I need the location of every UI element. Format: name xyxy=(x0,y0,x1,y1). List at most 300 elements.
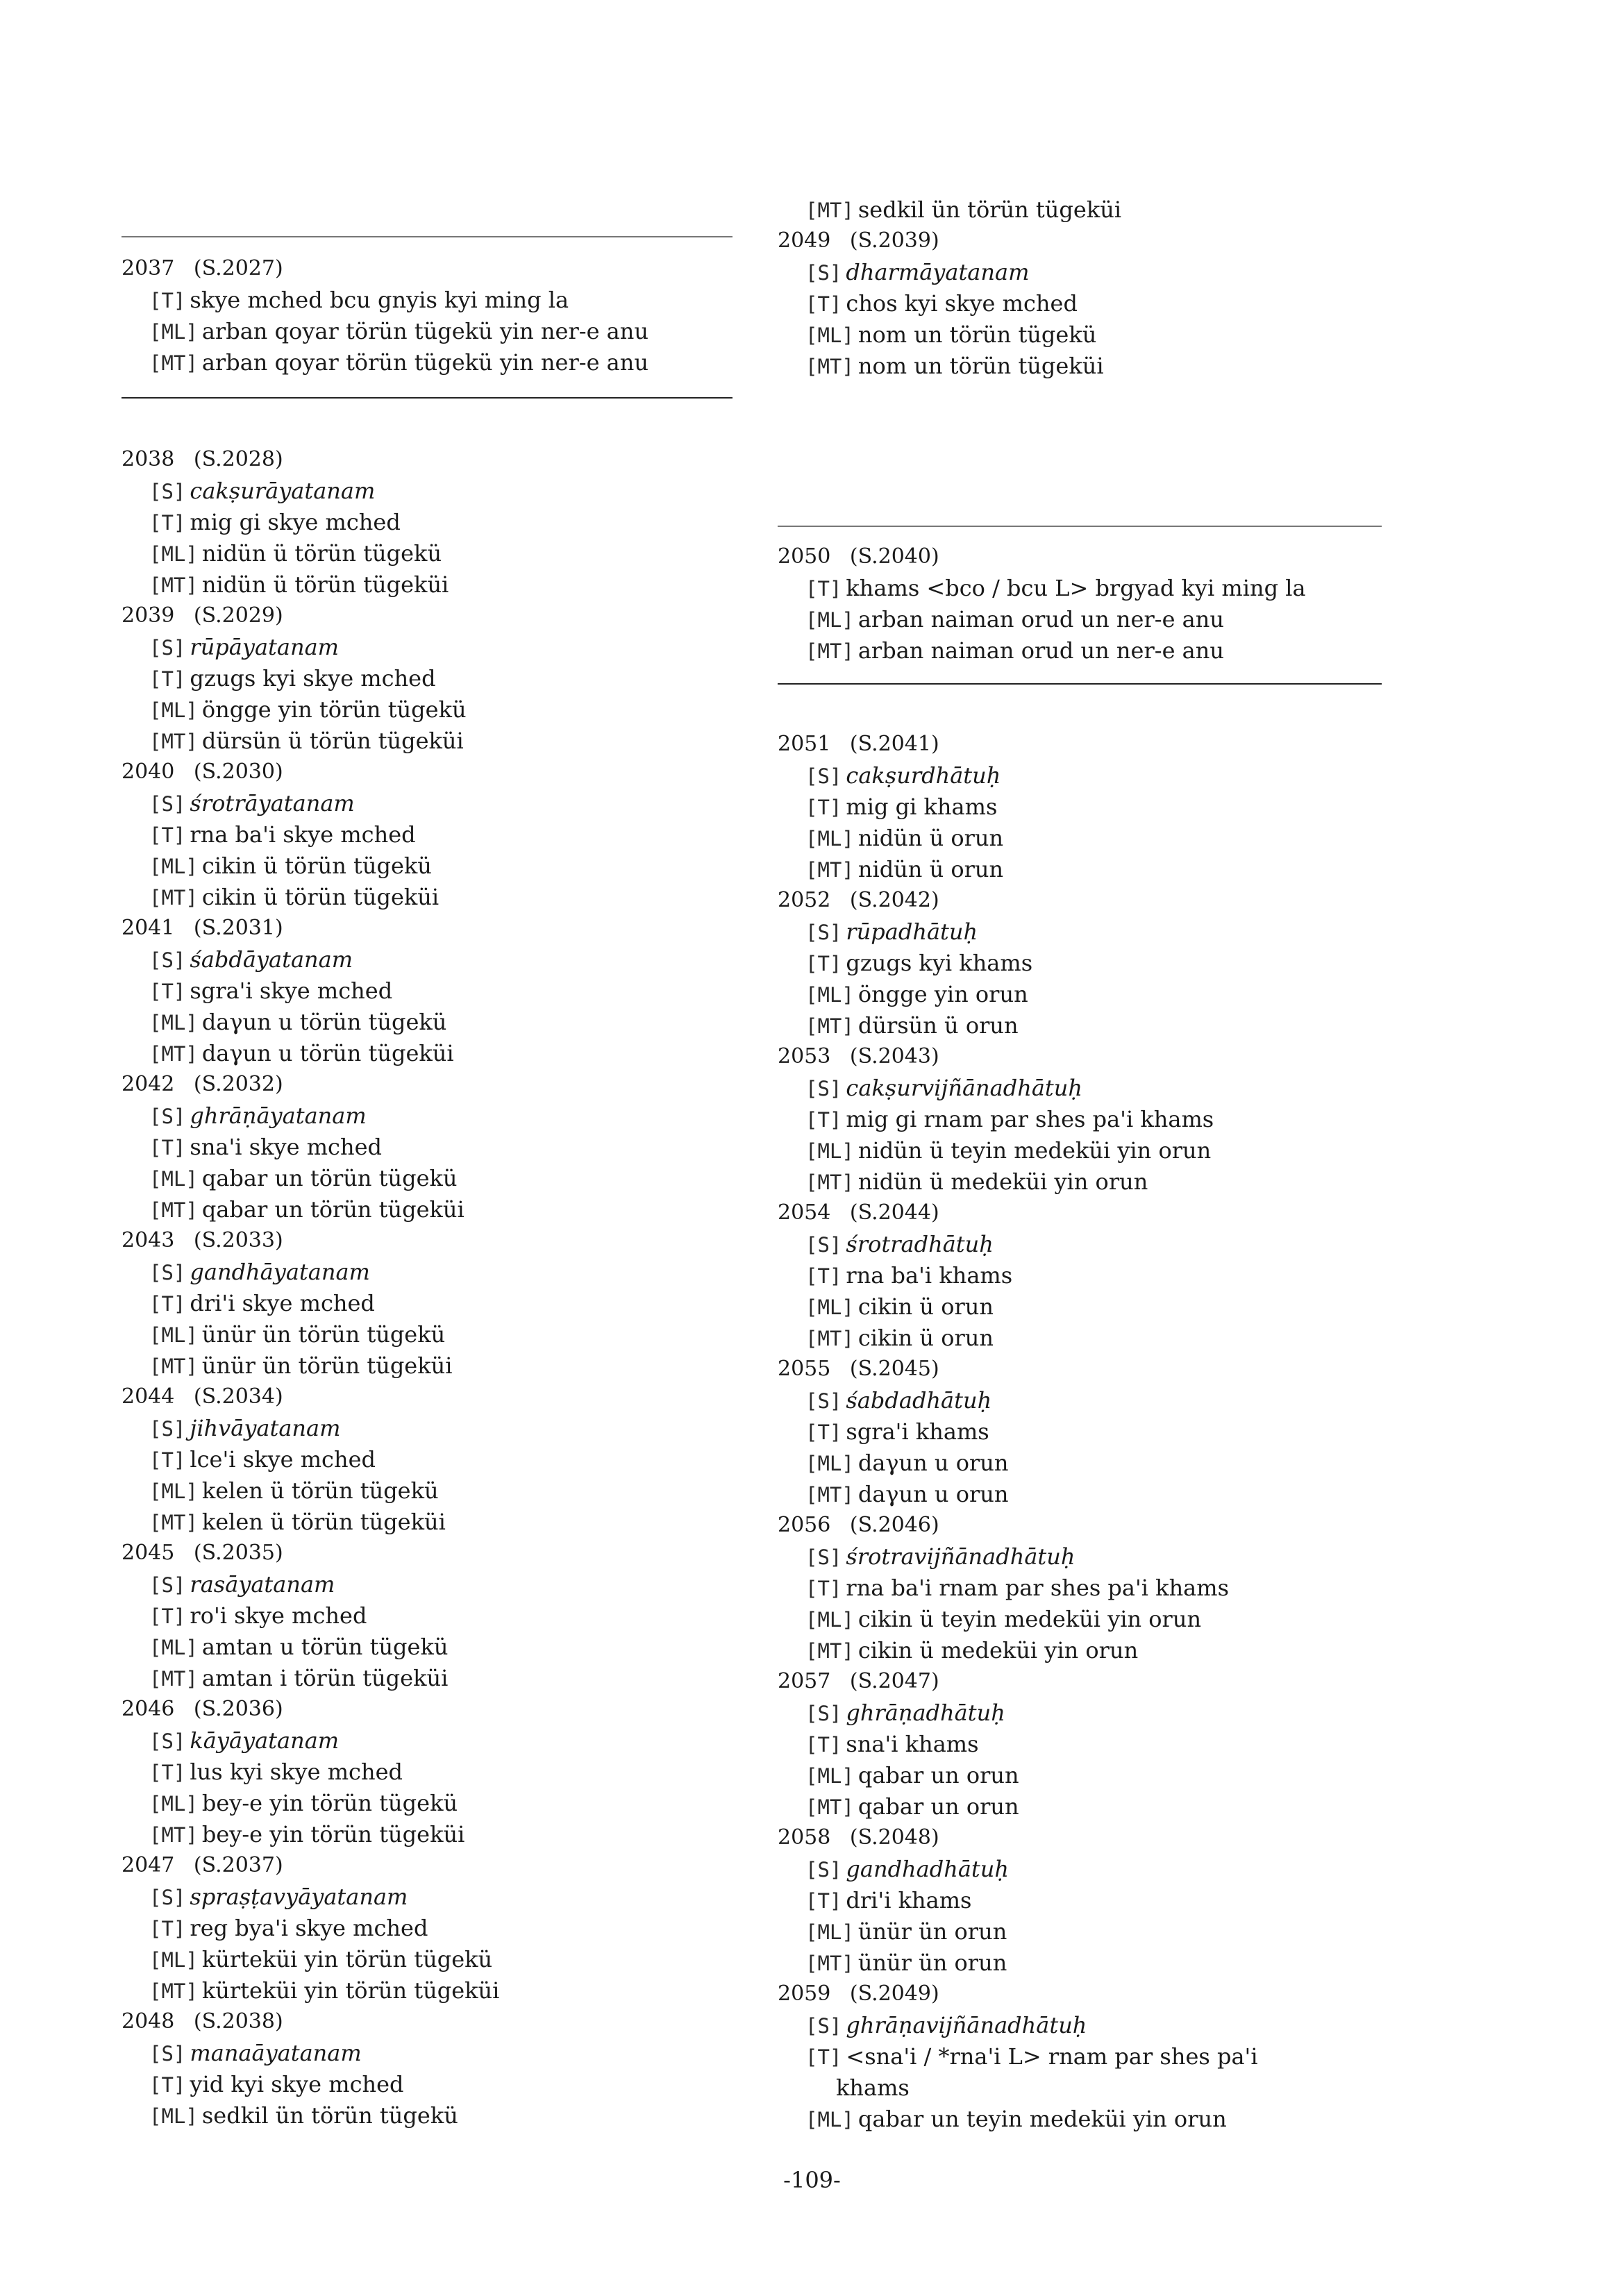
entry-line xyxy=(805,979,1028,1009)
field-tag: [S] xyxy=(149,2042,186,2065)
field-tag: [T] xyxy=(149,980,186,1003)
entry-line xyxy=(149,1444,376,1475)
entry-number xyxy=(122,757,283,787)
entry-id: 2041 xyxy=(122,916,175,940)
field-tag: [ML] xyxy=(149,855,198,878)
field-text: reg bya'i skye mched xyxy=(190,1915,428,1941)
field-text: nom un törün tügekü xyxy=(857,321,1097,348)
field-tag: [T] xyxy=(805,2045,842,2069)
field-text: arban qoyar törün tügekü yin ner-e anu xyxy=(201,349,648,376)
entry-id: 2049 xyxy=(778,228,831,253)
entry-line xyxy=(805,1323,994,1353)
field-tag: [S] xyxy=(805,1702,842,1725)
entry-id: 2045 xyxy=(122,1541,175,1565)
field-text: śabdadhātuḥ xyxy=(846,1387,992,1414)
field-tag: [S] xyxy=(805,2014,842,2038)
field-text: cikin ü orun xyxy=(857,1293,994,1320)
entry-line xyxy=(805,573,1306,603)
field-text: rūpāyatanam xyxy=(190,634,339,660)
field-text: kürteküi yin törün tügeküi xyxy=(201,1977,500,2004)
entry-id: 2050 xyxy=(778,544,831,569)
field-text: ünür ün orun xyxy=(857,1950,1007,1976)
field-text: nidün ü orun xyxy=(857,825,1004,851)
field-text: kürteküi yin törün tügekü xyxy=(201,1946,493,1972)
entry-line xyxy=(149,1569,335,1600)
entry-id: 2046 xyxy=(122,1697,175,1721)
page-number: -109- xyxy=(783,2167,841,2193)
entry-line xyxy=(149,1475,439,1506)
entry-line xyxy=(805,1854,1009,1884)
entry-line xyxy=(149,632,339,662)
field-tag: [MT] xyxy=(805,1952,854,1975)
field-tag: [MT] xyxy=(805,1483,854,1507)
field-tag: [T] xyxy=(805,952,842,975)
entry-line xyxy=(805,916,978,947)
field-text: gandhadhātuḥ xyxy=(846,1856,1009,1882)
entry-line xyxy=(805,1916,1007,1947)
field-tag: [T] xyxy=(805,1577,842,1600)
field-text: daγun u orun xyxy=(857,1481,1009,1507)
field-tag: [MT] xyxy=(149,730,198,753)
field-text: mig gi skye mched xyxy=(190,509,401,535)
field-tag: [S] xyxy=(149,948,186,972)
entry-line xyxy=(149,1257,370,1287)
field-tag: [S] xyxy=(149,1417,186,1441)
entry-line xyxy=(149,1413,340,1443)
field-text: qabar un orun xyxy=(857,1793,1019,1820)
field-text: rūpadhātuḥ xyxy=(846,919,978,945)
field-text: manaāyatanam xyxy=(190,2040,362,2066)
entry-line xyxy=(149,1194,464,1225)
source-reference: (S.2035) xyxy=(193,1541,283,1565)
field-tag: [MT] xyxy=(149,1042,198,1066)
entry-line xyxy=(149,694,467,725)
field-text: mig gi rnam par shes pa'i khams xyxy=(846,1106,1214,1132)
entry-id: 2040 xyxy=(122,760,175,784)
field-tag: [S] xyxy=(805,921,842,944)
entry-line xyxy=(149,788,355,819)
entry-line xyxy=(149,1944,492,1975)
field-text: cikin ü törün tügeküi xyxy=(201,884,440,910)
entry-line xyxy=(805,1698,1005,1728)
entry-line xyxy=(805,635,1224,666)
source-reference: (S.2049) xyxy=(849,1981,939,2006)
field-text: rna ba'i khams xyxy=(846,1262,1013,1289)
field-tag: [T] xyxy=(149,1136,186,1159)
entry-number xyxy=(778,1510,939,1541)
field-text: arban qoyar törün tügekü yin ner-e anu xyxy=(201,318,648,344)
entry-line xyxy=(805,823,1003,853)
field-text: gzugs kyi khams xyxy=(846,950,1033,976)
entry-line xyxy=(805,2041,1258,2072)
entry-line xyxy=(805,1791,1019,1822)
field-tag: [ML] xyxy=(805,1139,854,1163)
field-text: arban naiman orud un ner-e anu xyxy=(857,606,1224,632)
field-text: sna'i skye mched xyxy=(190,1134,382,1160)
field-tag: [ML] xyxy=(805,827,854,850)
field-tag: [T] xyxy=(805,796,842,819)
entry-line xyxy=(149,2100,458,2131)
field-tag: [ML] xyxy=(149,1011,198,1034)
field-tag: [ML] xyxy=(149,2104,198,2128)
field-text: ghrāṇāyatanam xyxy=(190,1103,367,1129)
field-text: ghrāṇadhātuḥ xyxy=(846,1700,1005,1726)
field-tag: [T] xyxy=(149,1292,186,1316)
field-tag: [ML] xyxy=(805,1296,854,1319)
entry-line xyxy=(805,1229,994,1259)
entry-line xyxy=(805,1479,1008,1509)
entry-id: 2048 xyxy=(122,2009,175,2034)
entry-line xyxy=(805,1073,1082,1103)
entry-line xyxy=(805,1416,989,1447)
entry-id: 2055 xyxy=(778,1357,831,1381)
field-text: khams <bco / bcu L> brgyad kyi ming la xyxy=(846,575,1306,601)
field-text: rna ba'i skye mched xyxy=(190,821,416,848)
field-text: rasāyatanam xyxy=(190,1571,335,1598)
field-text: cikin ü orun xyxy=(857,1325,994,1351)
field-text: qabar un orun xyxy=(857,1762,1019,1788)
field-text: sgra'i skye mched xyxy=(190,978,393,1004)
section-divider-top xyxy=(778,526,1382,527)
entry-line xyxy=(149,1319,445,1350)
field-text: khams xyxy=(836,2075,910,2101)
entry-number xyxy=(122,1850,283,1881)
field-tag: [S] xyxy=(805,261,842,285)
field-text: qabar un törün tügeküi xyxy=(201,1196,464,1223)
field-text: daγun u orun xyxy=(857,1450,1009,1476)
field-text: ünür ün törün tügeküi xyxy=(201,1352,453,1379)
entry-line xyxy=(832,2072,910,2103)
entry-id: 2044 xyxy=(122,1384,175,1409)
field-tag: [S] xyxy=(149,1886,186,1909)
entry-id: 2042 xyxy=(122,1072,175,1096)
field-tag: [S] xyxy=(149,480,186,503)
field-tag: [MT] xyxy=(805,1795,854,1819)
field-text: nidün ü törün tügeküi xyxy=(201,571,449,598)
entry-line xyxy=(149,1038,454,1069)
field-tag: [T] xyxy=(805,1264,842,1288)
entry-number xyxy=(778,542,939,572)
entry-id: 2051 xyxy=(778,732,831,756)
field-text: ghrāṇavijñānadhātuḥ xyxy=(846,2012,1087,2038)
field-tag: [ML] xyxy=(149,1948,198,1972)
field-tag: [ML] xyxy=(149,1323,198,1347)
entry-line xyxy=(805,1760,1019,1791)
field-tag: [ML] xyxy=(149,1167,198,1191)
entry-number xyxy=(122,444,283,475)
entry-number xyxy=(122,1069,283,1100)
field-text: skye mched bcu gnyis kyi ming la xyxy=(190,287,569,313)
entry-line xyxy=(805,1135,1211,1166)
field-tag: [T] xyxy=(149,1761,186,1784)
entry-line xyxy=(149,975,392,1006)
field-tag: [MT] xyxy=(805,199,854,222)
entry-line xyxy=(149,476,375,506)
field-tag: [MT] xyxy=(805,639,854,663)
field-tag: [ML] xyxy=(805,1452,854,1475)
field-text: yid kyi skye mched xyxy=(190,2071,404,2097)
field-tag: [ML] xyxy=(805,1608,854,1632)
field-text: amtan i törün tügeküi xyxy=(201,1665,449,1691)
field-tag: [T] xyxy=(805,577,842,601)
entry-line xyxy=(149,1663,448,1693)
entry-line xyxy=(149,1132,382,1162)
field-text: mig gi khams xyxy=(846,794,998,820)
entry-line xyxy=(805,791,997,822)
entry-number xyxy=(122,1225,283,1256)
field-text: öngge yin törün tügekü xyxy=(201,696,467,723)
field-text: dharmāyatanam xyxy=(846,259,1030,285)
entry-line xyxy=(149,538,442,569)
source-reference: (S.2042) xyxy=(849,888,939,912)
entry-id: 2057 xyxy=(778,1669,831,1693)
field-text: sedkil ün törün tügeküi xyxy=(857,196,1122,223)
field-tag: [MT] xyxy=(805,858,854,882)
entry-line xyxy=(805,1104,1214,1134)
field-tag: [T] xyxy=(149,1604,186,1628)
field-tag: [MT] xyxy=(149,1979,198,2003)
entry-line xyxy=(149,1975,499,2006)
field-tag: [T] xyxy=(805,1889,842,1913)
entry-line xyxy=(149,1507,446,1537)
source-reference: (S.2047) xyxy=(849,1669,939,1693)
field-tag: [T] xyxy=(149,2073,186,2097)
entry-line xyxy=(805,854,1003,885)
entry-line xyxy=(805,1604,1201,1634)
entry-line xyxy=(149,2069,404,2100)
section-divider-bottom xyxy=(778,683,1382,685)
field-tag: [S] xyxy=(805,1858,842,1882)
field-tag: [MT] xyxy=(149,1667,198,1691)
field-tag: [S] xyxy=(149,1261,186,1284)
field-tag: [T] xyxy=(149,289,186,312)
field-tag: [S] xyxy=(805,1545,842,1569)
entry-line xyxy=(149,1600,367,1631)
source-reference: (S.2029) xyxy=(193,603,283,628)
entry-line xyxy=(805,604,1224,635)
entry-line xyxy=(149,1913,428,1943)
entry-line xyxy=(149,285,569,315)
entry-number xyxy=(778,1666,939,1697)
entry-line xyxy=(805,319,1096,350)
field-tag: [T] xyxy=(805,1733,842,1757)
entry-id: 2059 xyxy=(778,1981,831,2006)
entry-line xyxy=(149,2038,362,2068)
field-tag: [MT] xyxy=(149,1823,198,1847)
field-tag: [S] xyxy=(805,1077,842,1100)
entry-line xyxy=(805,2010,1087,2041)
field-tag: [T] xyxy=(805,1421,842,1444)
field-text: jihvāyatanam xyxy=(190,1415,341,1441)
entry-number xyxy=(778,226,939,256)
field-tag: [T] xyxy=(149,511,186,535)
source-reference: (S.2038) xyxy=(193,2009,283,2034)
source-reference: (S.2045) xyxy=(849,1357,939,1381)
field-text: kāyāyatanam xyxy=(190,1727,340,1754)
field-text: chos kyi skye mched xyxy=(846,290,1078,317)
field-text: sna'i khams xyxy=(846,1731,979,1757)
field-tag: [ML] xyxy=(149,1636,198,1659)
field-text: sgra'i khams xyxy=(846,1418,989,1445)
field-text: ünür ün törün tügekü xyxy=(201,1321,446,1348)
source-reference: (S.2040) xyxy=(849,544,939,569)
entry-line xyxy=(805,1010,1019,1041)
field-text: dri'i khams xyxy=(846,1887,972,1913)
entry-line xyxy=(149,569,449,600)
field-tag: [S] xyxy=(805,764,842,788)
field-text: <sna'i / *rna'i L> rnam par shes pa'i xyxy=(846,2043,1258,2070)
field-text: bey-e yin törün tügeküi xyxy=(201,1821,465,1847)
field-text: öngge yin orun xyxy=(857,981,1028,1007)
entry-id: 2056 xyxy=(778,1513,831,1537)
entry-line xyxy=(149,1100,367,1131)
field-tag: [T] xyxy=(149,667,186,691)
field-tag: [MT] xyxy=(805,1014,854,1038)
field-tag: [S] xyxy=(149,1105,186,1128)
entry-line xyxy=(149,1725,339,1756)
entry-line xyxy=(149,663,436,694)
field-text: dri'i skye mched xyxy=(190,1290,375,1316)
source-reference: (S.2043) xyxy=(849,1044,939,1069)
field-text: nidün ü törün tügekü xyxy=(201,540,442,567)
field-tag: [S] xyxy=(149,1573,186,1597)
source-reference: (S.2044) xyxy=(849,1200,939,1225)
entry-line xyxy=(805,1260,1012,1291)
field-text: kelen ü törün tügeküi xyxy=(201,1509,446,1535)
field-tag: [MT] xyxy=(805,1327,854,1350)
field-text: cikin ü medeküi yin orun xyxy=(857,1637,1139,1664)
field-tag: [ML] xyxy=(149,1792,198,1816)
field-tag: [S] xyxy=(149,636,186,660)
field-tag: [MT] xyxy=(149,1355,198,1378)
entry-line xyxy=(149,1882,408,1912)
field-text: cakṣurdhātuḥ xyxy=(846,762,1001,789)
field-text: spraṣṭavyāyatanam xyxy=(190,1884,408,1910)
field-text: qabar un teyin medeküi yin orun xyxy=(857,2106,1227,2132)
entry-line xyxy=(149,850,432,881)
entry-id: 2054 xyxy=(778,1200,831,1225)
source-reference: (S.2046) xyxy=(849,1513,939,1537)
entry-line xyxy=(805,288,1078,319)
entry-line xyxy=(149,726,464,756)
entry-line xyxy=(805,1541,1075,1572)
entry-line xyxy=(805,194,1121,225)
field-tag: [T] xyxy=(149,1917,186,1941)
entry-line xyxy=(149,1757,403,1787)
field-tag: [ML] xyxy=(805,1920,854,1944)
field-text: bey-e yin törün tügekü xyxy=(201,1790,458,1816)
entry-id: 2052 xyxy=(778,888,831,912)
field-tag: [ML] xyxy=(805,1764,854,1788)
entry-line xyxy=(805,948,1032,978)
source-reference: (S.2032) xyxy=(193,1072,283,1096)
field-tag: [MT] xyxy=(149,1511,198,1534)
field-tag: [S] xyxy=(149,1729,186,1753)
source-reference: (S.2033) xyxy=(193,1228,283,1252)
entry-line xyxy=(149,819,416,850)
entry-line xyxy=(805,257,1029,287)
field-tag: [MT] xyxy=(149,351,198,375)
entry-id: 2047 xyxy=(122,1853,175,1877)
entry-line xyxy=(149,1350,452,1381)
entry-number xyxy=(778,1354,939,1384)
field-tag: [ML] xyxy=(805,983,854,1007)
field-tag: [T] xyxy=(805,292,842,316)
field-text: lce'i skye mched xyxy=(190,1446,376,1473)
field-text: sedkil ün törün tügekü xyxy=(201,2102,458,2129)
field-tag: [T] xyxy=(805,1108,842,1132)
field-tag: [MT] xyxy=(149,573,198,597)
field-tag: [ML] xyxy=(149,698,198,722)
field-text: nidün ü teyin medeküi yin orun xyxy=(857,1137,1212,1164)
entry-number xyxy=(122,2006,283,2037)
field-text: ro'i skye mched xyxy=(190,1602,367,1629)
entry-line xyxy=(805,1291,994,1322)
entry-line xyxy=(149,1007,446,1037)
field-text: śrotrāyatanam xyxy=(190,790,355,816)
field-tag: [S] xyxy=(805,1233,842,1257)
entry-number xyxy=(778,1979,939,2009)
field-text: kelen ü törün tügekü xyxy=(201,1477,439,1504)
field-text: śabdāyatanam xyxy=(190,946,353,973)
field-text: lus kyi skye mched xyxy=(190,1759,403,1785)
entry-line xyxy=(805,1947,1007,1978)
field-text: śrotravijñānadhātuḥ xyxy=(846,1543,1075,1570)
field-text: gzugs kyi skye mched xyxy=(190,665,436,692)
field-text: cakṣurāyatanam xyxy=(190,478,376,504)
field-text: daγun u törün tügekü xyxy=(201,1009,447,1035)
section-divider-top xyxy=(122,236,733,237)
field-text: cakṣurvijñānadhātuḥ xyxy=(846,1075,1082,1101)
entry-line xyxy=(805,1635,1138,1666)
field-text: dürsün ü törün tügeküi xyxy=(201,728,464,754)
field-text: cikin ü teyin medeküi yin orun xyxy=(857,1606,1202,1632)
field-tag: [ML] xyxy=(805,608,854,632)
entry-line xyxy=(805,1885,971,1916)
entry-number xyxy=(122,913,283,944)
section-divider-bottom xyxy=(122,397,733,399)
field-tag: [MT] xyxy=(149,1198,198,1222)
source-reference: (S.2028) xyxy=(193,447,283,471)
entry-line xyxy=(149,316,648,346)
source-reference: (S.2031) xyxy=(193,916,283,940)
source-reference: (S.2034) xyxy=(193,1384,283,1409)
field-tag: [MT] xyxy=(805,1639,854,1663)
field-text: amtan u törün tügekü xyxy=(201,1634,449,1660)
source-reference: (S.2036) xyxy=(193,1697,283,1721)
source-reference: (S.2041) xyxy=(849,732,939,756)
entry-number xyxy=(778,729,939,760)
field-tag: [ML] xyxy=(149,542,198,566)
field-tag: [ML] xyxy=(805,2108,854,2131)
entry-number xyxy=(778,1198,939,1228)
field-tag: [ML] xyxy=(149,1480,198,1503)
field-text: ünür ün orun xyxy=(857,1918,1007,1945)
entry-number xyxy=(778,1822,939,1853)
entry-number xyxy=(122,253,283,284)
entry-line xyxy=(805,760,1001,791)
entry-line xyxy=(805,2104,1227,2134)
entry-id: 2038 xyxy=(122,447,175,471)
entry-id: 2058 xyxy=(778,1825,831,1850)
entry-line xyxy=(149,507,401,537)
field-tag: [MT] xyxy=(149,886,198,910)
entry-line xyxy=(149,1632,448,1662)
field-text: nidün ü medeküi yin orun xyxy=(857,1168,1148,1195)
field-text: cikin ü törün tügekü xyxy=(201,853,432,879)
entry-line xyxy=(805,1729,979,1759)
source-reference: (S.2030) xyxy=(193,760,283,784)
